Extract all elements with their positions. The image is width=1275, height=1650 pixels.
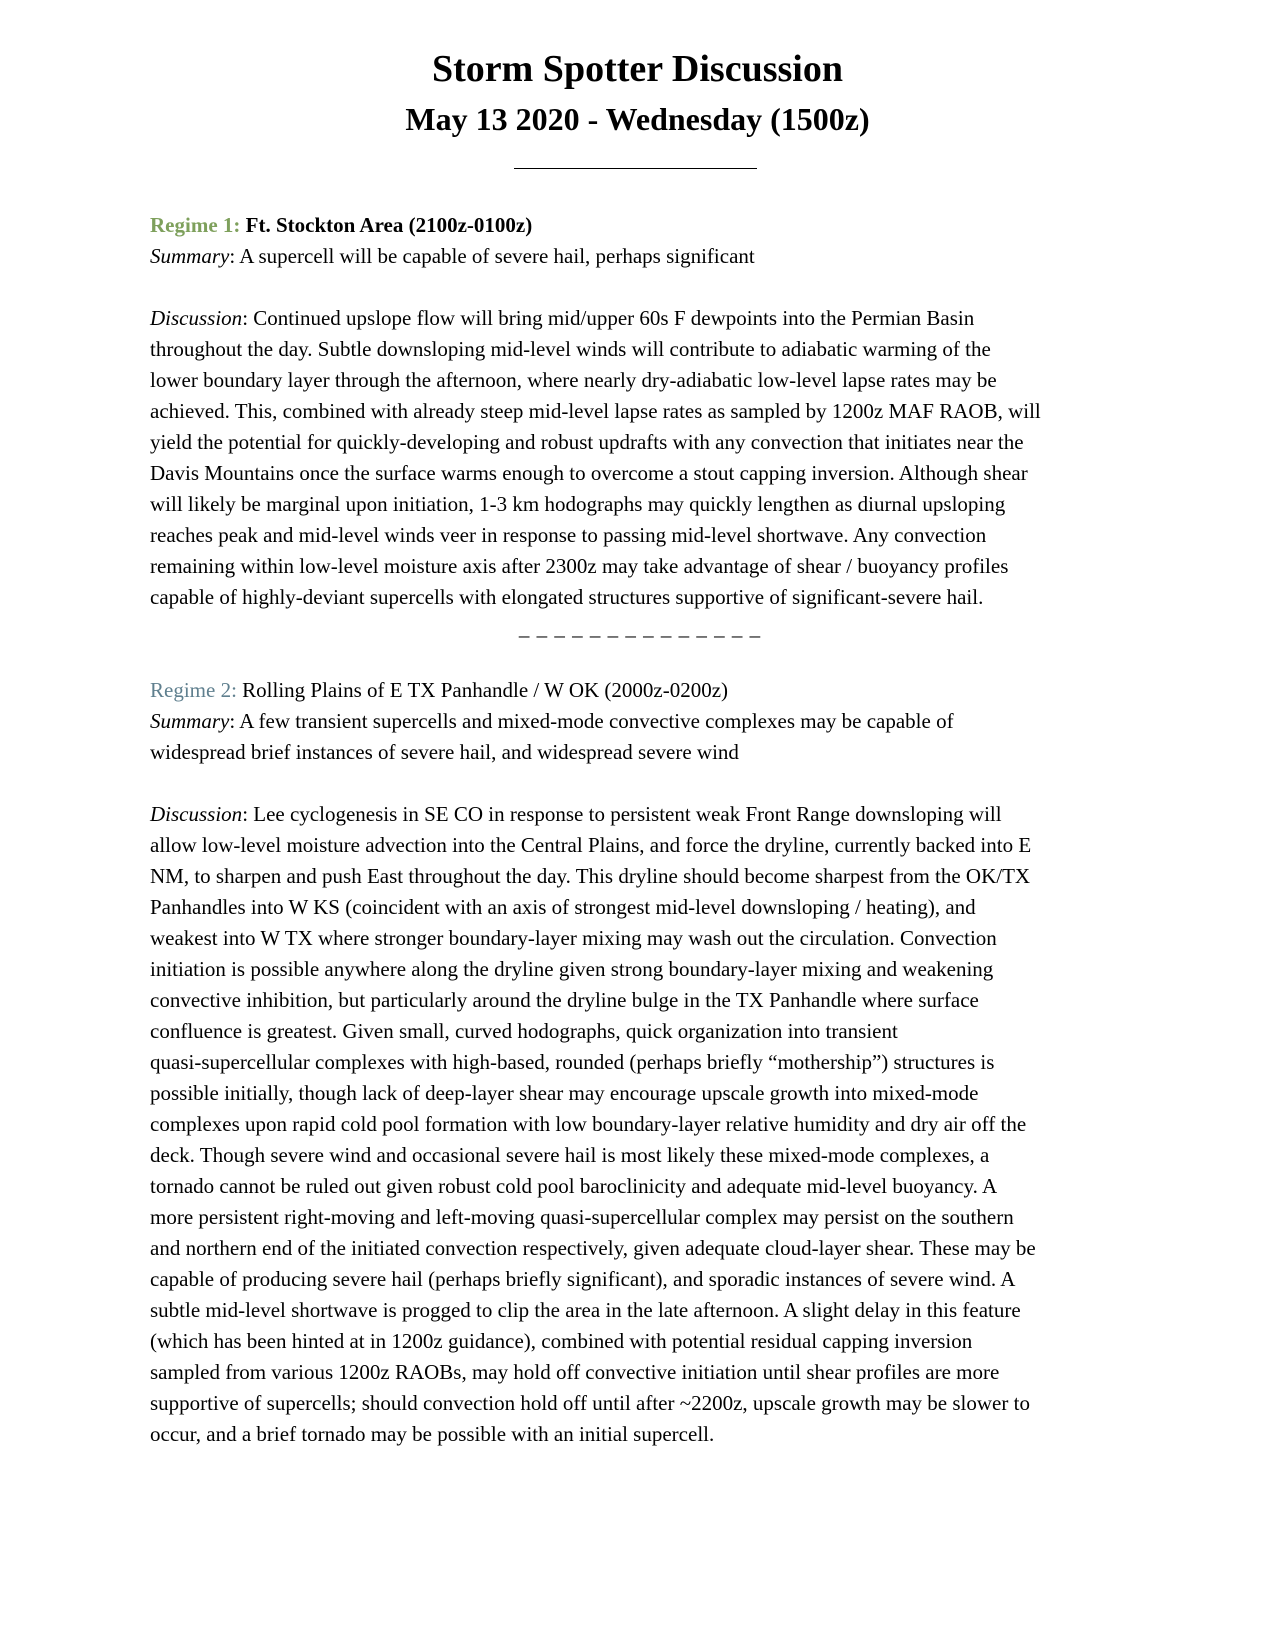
spacer (150, 272, 1130, 303)
discussion-line: NM, to sharpen and push East throughout the day. This dryline should become sharpest from the OK/TX (150, 864, 1031, 888)
discussion-line: (which has been hinted at in 1200z guidance), combined with potential residual capping inversion (150, 1329, 973, 1353)
discussion-line: allow low-level moisture advection into the Central Plains, and force the dryline, currently backed into E (150, 833, 1032, 857)
regime1-summary-label: Summary (150, 244, 230, 268)
summary-line: : A few transient supercells and mixed-mode convective complexes may be capable of (229, 709, 954, 733)
discussion-line: achieved. This, combined with already steep mid-level lapse rates as sampled by 1200z MAF RAOB, will (150, 399, 1041, 423)
section-separator: _ _ _ _ _ _ _ _ _ _ _ _ _ _ (518, 616, 762, 640)
discussion-line: capable of producing severe hail (perhaps briefly significant), and sporadic instances of severe wind. A (150, 1267, 1016, 1291)
discussion-line: capable of highly-deviant supercells with elongated structures supportive of significant-severe hail. (150, 585, 984, 609)
discussion-line: and northern end of the initiated convection respectively, given adequate cloud-layer shear. These may be (150, 1236, 1036, 1260)
discussion-line: reaches peak and mid-level winds veer in response to passing mid-level shortwave. Any convection (150, 523, 987, 547)
regime2-area: Rolling Plains of E TX Panhandle / W OK (2000z-0200z) (236, 678, 729, 702)
discussion-line: tornado cannot be ruled out given robust cold pool baroclinicity and adequate mid-level buoyancy. A (150, 1174, 998, 1198)
discussion-line: Panhandles into W KS (coincident with an axis of strongest mid-level downsloping / heating), and (150, 895, 976, 919)
discussion-line: remaining within low-level moisture axis after 2300z may take advantage of shear / buoyancy profiles (150, 554, 1009, 578)
discussion-line (150, 303, 1130, 334)
regime2-summary (150, 706, 1130, 737)
discussion-line: initiation is possible anywhere along the dryline given strong boundary-layer mixing and weakening (150, 957, 994, 981)
discussion-line: convective inhibition, but particularly around the dryline bulge in the TX Panhandle where surface (150, 988, 979, 1012)
discussion-line: yield the potential for quickly-developing and robust updrafts with any convection that initiates near the (150, 430, 1024, 454)
discussion-text: : Lee cyclogenesis in SE CO in response to persistent weak Front Range downsloping will (242, 802, 1002, 826)
page-title: Storm Spotter Discussion (432, 48, 843, 90)
regime1-label: Regime 1: (150, 213, 241, 237)
discussion-line: sampled from various 1200z RAOBs, may hold off convective initiation until shear profiles are more (150, 1360, 1000, 1384)
discussion-line: weakest into W TX where stronger boundary-layer mixing may wash out the circulation. Convection (150, 926, 997, 950)
discussion-line: subtle mid-level shortwave is progged to clip the area in the late afternoon. A slight delay in this feature (150, 1298, 1021, 1322)
regime1-summary (150, 241, 1130, 272)
discussion-line: occur, and a brief tornado may be possible with an initial supercell. (150, 1422, 715, 1446)
discussion-line: Davis Mountains once the surface warms enough to overcome a stout capping inversion. Although shear (150, 461, 1028, 485)
regime1-heading (150, 210, 1130, 241)
regime1-discussion-label: Discussion (150, 306, 243, 330)
discussion-line: complexes upon rapid cold pool formation with low boundary-layer relative humidity and dry air off the (150, 1112, 1027, 1136)
title-divider (514, 168, 757, 169)
regime1-area: Ft. Stockton Area (2100z-0100z) (240, 213, 533, 237)
discussion-line: possible initially, though lack of deep-layer shear may encourage upscale growth into mixed-mode (150, 1081, 979, 1105)
regime2-discussion-label: Discussion (150, 802, 243, 826)
regime2-discussion (150, 799, 1130, 1450)
regime2-heading (150, 675, 1130, 706)
regime1-discussion (150, 303, 1130, 613)
page-subtitle: May 13 2020 - Wednesday (1500z) (405, 101, 870, 137)
discussion-line: quasi-supercellular complexes with high-based, rounded (perhaps briefly “mothership”) structures is (150, 1050, 995, 1074)
discussion-line: supportive of supercells; should convection hold off until after ~2200z, upscale growth may be slower to (150, 1391, 1030, 1415)
discussion-text: : Continued upslope flow will bring mid/upper 60s F dewpoints into the Permian Basin (242, 306, 975, 330)
discussion-line (150, 799, 1130, 830)
discussion-line: throughout the day. Subtle downsloping mid-level winds will contribute to adiabatic warming of the (150, 337, 991, 361)
discussion-line: will likely be marginal upon initiation, 1-3 km hodographs may quickly lengthen as diurnal upsloping (150, 492, 1006, 516)
summary-line: : A supercell will be capable of severe hail, perhaps significant (229, 244, 755, 268)
spacer (150, 768, 1130, 799)
regime2-summary-label: Summary (150, 709, 230, 733)
discussion-line: more persistent right-moving and left-moving quasi-supercellular complex may persist on the southern (150, 1205, 1014, 1229)
discussion-line: lower boundary layer through the afternoon, where nearly dry-adiabatic low-level lapse rates may be (150, 368, 997, 392)
summary-line: widespread brief instances of severe hail, and widespread severe wind (150, 740, 739, 764)
discussion-line: deck. Though severe wind and occasional severe hail is most likely these mixed-mode complexes, a (150, 1143, 990, 1167)
discussion-line: confluence is greatest. Given small, curved hodographs, quick organization into transient (150, 1019, 898, 1043)
spacer (150, 644, 1130, 675)
document-body (150, 210, 1130, 1450)
regime2-label: Regime 2: (150, 678, 237, 702)
